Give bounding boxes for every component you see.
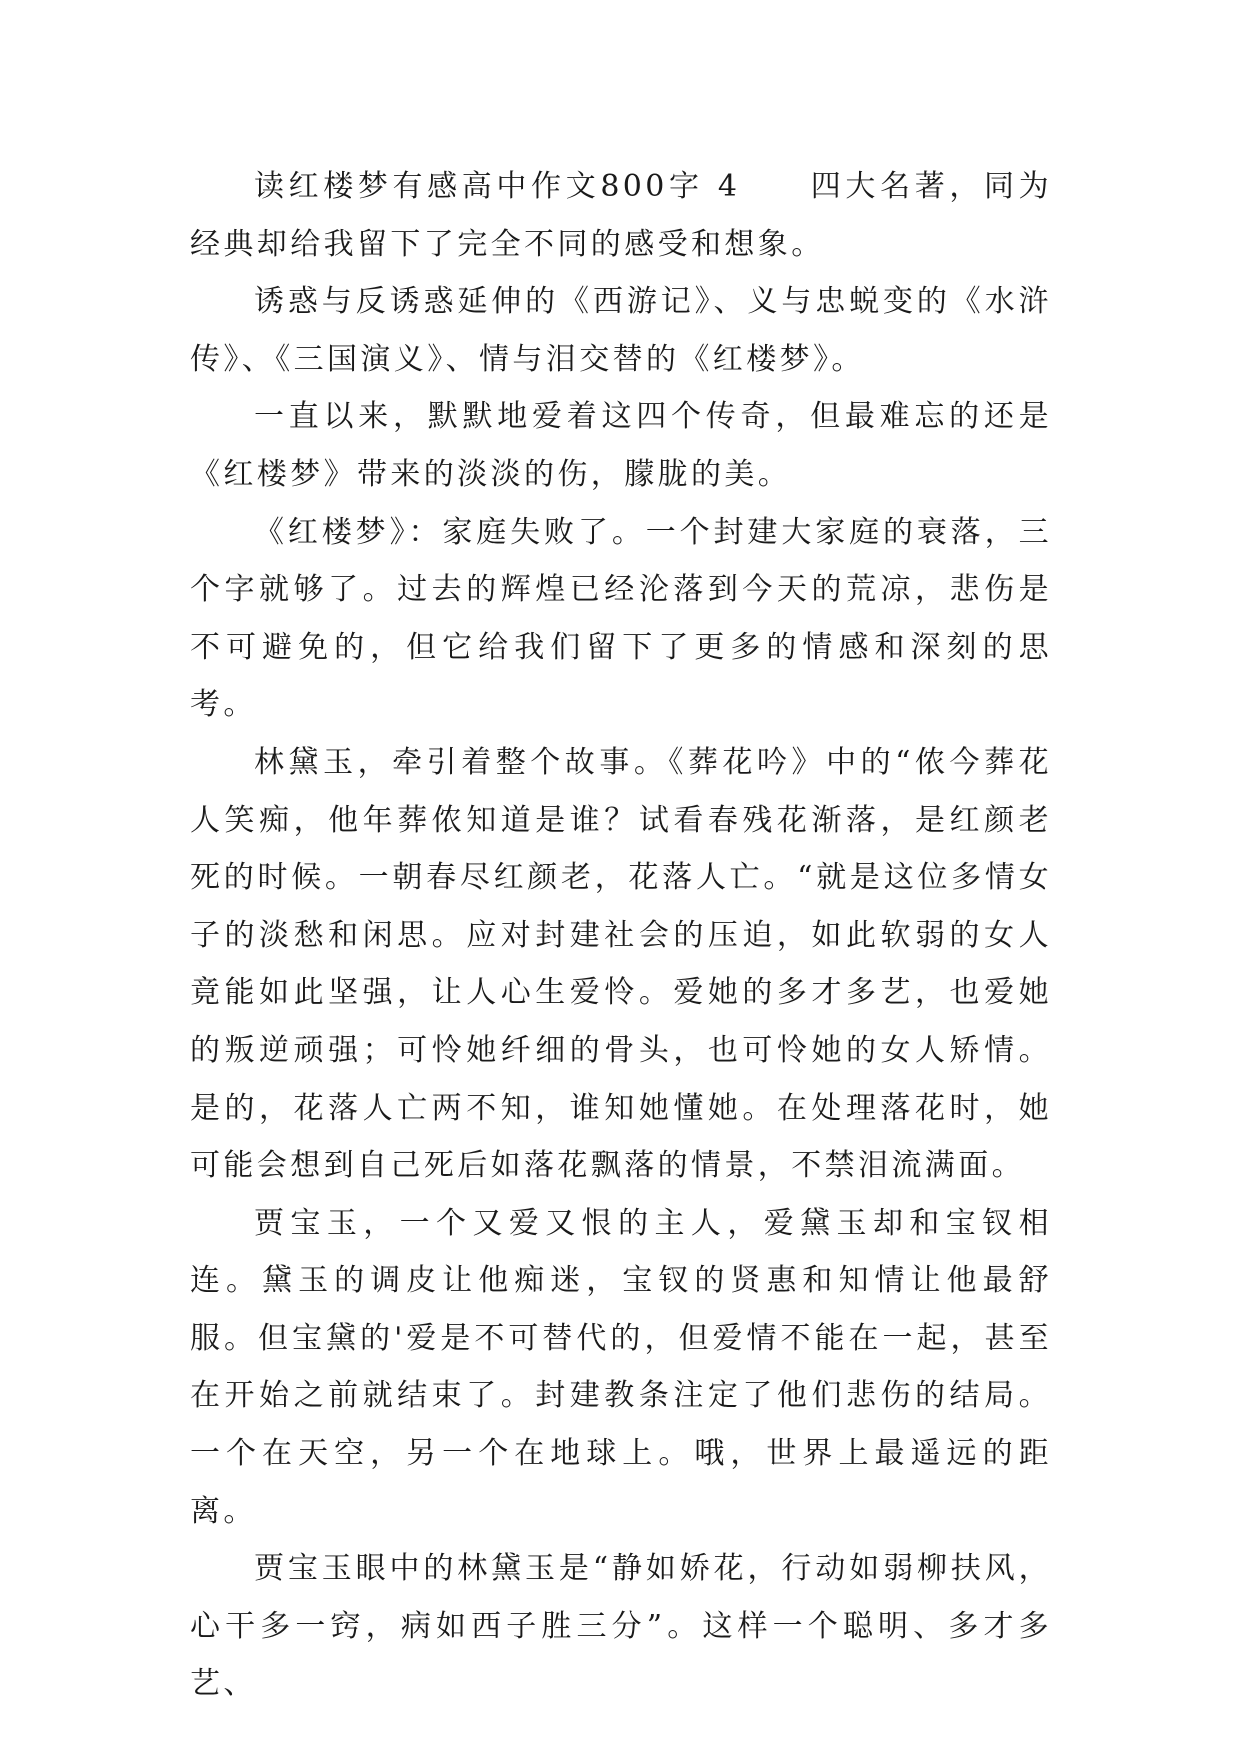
paragraph-4: 《红楼梦》：家庭失败了。一个封建大家庭的衰落，三个字就够了。过去的辉煌已经沦落到今天的荒凉，悲伤是不可避免的，但它给我们留下了更多的情感和深刻的思考。 (190, 514, 1052, 723)
paragraph-7: 贾宝玉眼中的林黛玉是“静如娇花，行动如弱柳扶风，心干多一窍，病如西子胜三分”。这样一个聪明、多才多艺、 (190, 1551, 1052, 1702)
paragraph-6: 贾宝玉，一个又爱又恨的主人，爱黛玉却和宝钗相连。黛玉的调皮让他痴迷，宝钗的贤惠和知情让他最舒服。但宝黛的'爱是不可替代的，但爱情不能在一起，甚至在开始之前就结束了。封建教条注定了他们悲伤的结局。一个在天空，另一个在地球上。哦，世界上最遥远的距离。 (190, 1205, 1052, 1529)
paragraph-5: 林黛玉，牵引着整个故事。《葬花吟》中的“侬今葬花人笑痴，他年葬侬知道是谁？试看春残花渐落，是红颜老死的时候。一朝春尽红颜老，花落人亡。“就是这位多情女子的淡愁和闲思。应对封建社会的压迫，如此软弱的女人竟能如此坚强，让人心生爱怜。爱她的多才多艺，也爱她的叛逆顽强；可怜她纤细的骨头，也可怜她的女人矫情。是的，花落人亡两不知，谁知她懂她。在处理落花时，她可能会想到自己死后如落花飘落的情景，不禁泪流满面。 (190, 744, 1052, 1184)
paragraph-2: 诱惑与反诱惑延伸的《西游记》、义与忠蜕变的《水浒传》、《三国演义》、情与泪交替的《红楼梦》。 (190, 284, 1052, 377)
paragraph-1: 读红楼梦有感高中作文800字 4 四大名著，同为经典却给我留下了完全不同的感受和想象。 (190, 169, 1052, 262)
paragraph-3: 一直以来，默默地爱着这四个传奇，但最难忘的还是《红楼梦》带来的淡淡的伤，朦胧的美。 (190, 399, 1052, 492)
essay-body (190, 158, 1052, 1713)
